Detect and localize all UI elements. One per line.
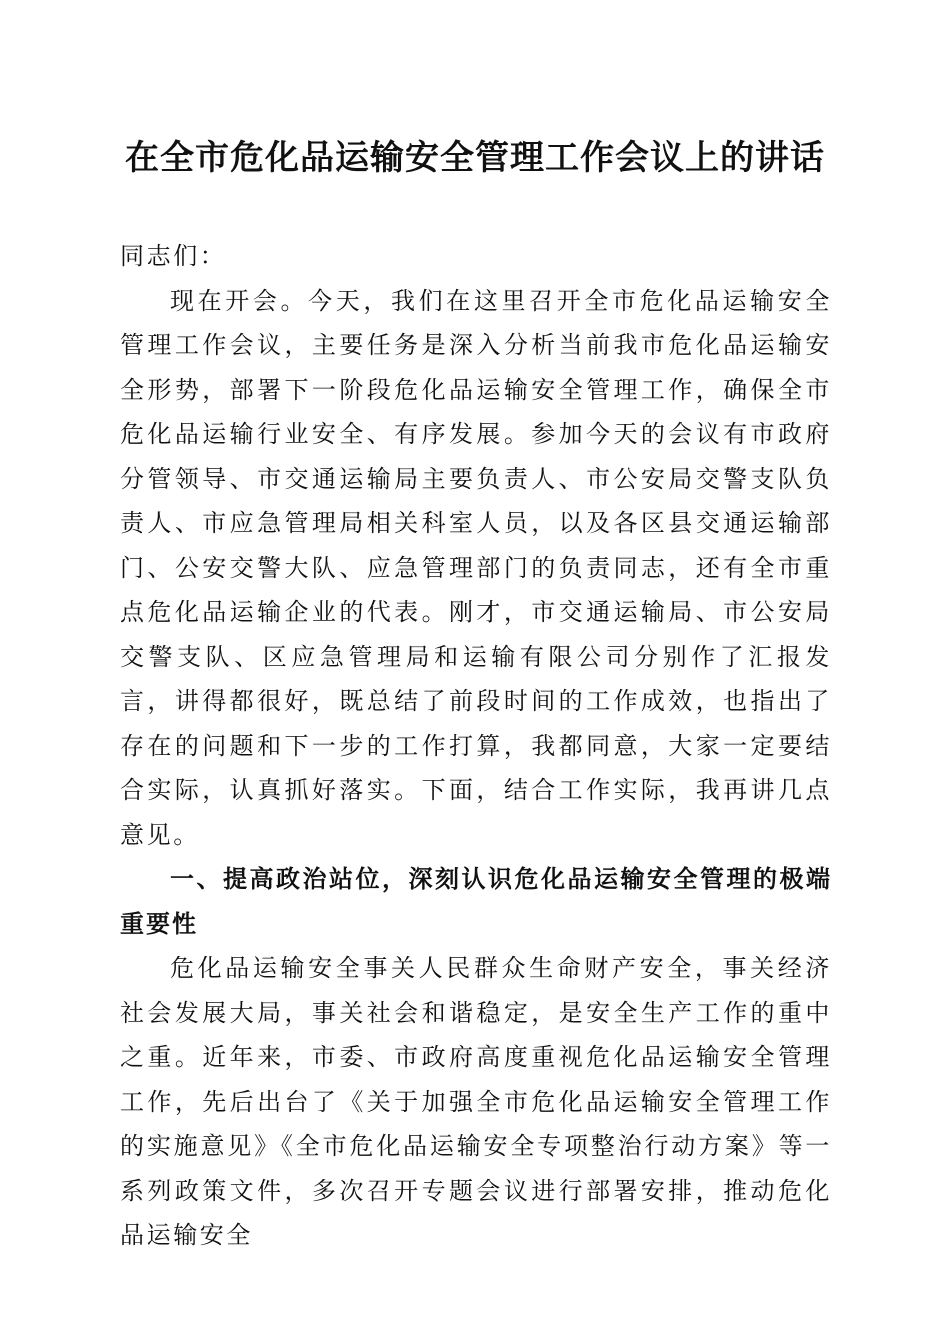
paragraph-section-1: 危化品运输安全事关人民群众生命财产安全，事关经济社会发展大局，事关社会和谐稳定，是安全生产工作的重中之重。近年来，市委、市政府高度重视危化品运输安全管理工作，先后出台了《关于加强全市危化品运输安全管理工作的实施意见》《全市危化品运输安全专项整治行动方案》等一系列政策文件，多次召开专题会议进行部署安排，推动危化品运输安全 [120, 954, 832, 1249]
section-heading-1: 一、提高政治站位，深刻认识危化品运输安全管理的极端重要性 [120, 865, 832, 938]
document-title: 在全市危化品运输安全管理工作会议上的讲话 [125, 138, 825, 178]
salutation: 同志们： [120, 242, 227, 270]
document-body [120, 234, 832, 1258]
paragraph-opening: 现在开会。今天，我们在这里召开全市危化品运输安全管理工作会议，主要任务是深入分析当前我市危化品运输安全形势，部署下一阶段危化品运输安全管理工作，确保全市危化品运输行业安全、有序发展。参加今天的会议有市政府分管领导、市交通运输局主要负责人、市公安局交警支队负责人、市应急管理局相关科室人员，以及各区县交通运输部门、公安交警大队、应急管理部门的负责同志，还有全市重点危化品运输企业的代表。刚才，市交通运输局、市公安局交警支队、区应急管理局和运输有限公司分别作了汇报发言，讲得都很好，既总结了前段时间的工作成效，也指出了存在的问题和下一步的工作打算，我都同意，大家一定要结合实际，认真抓好落实。下面，结合工作实际，我再讲几点意见。 [120, 286, 832, 849]
